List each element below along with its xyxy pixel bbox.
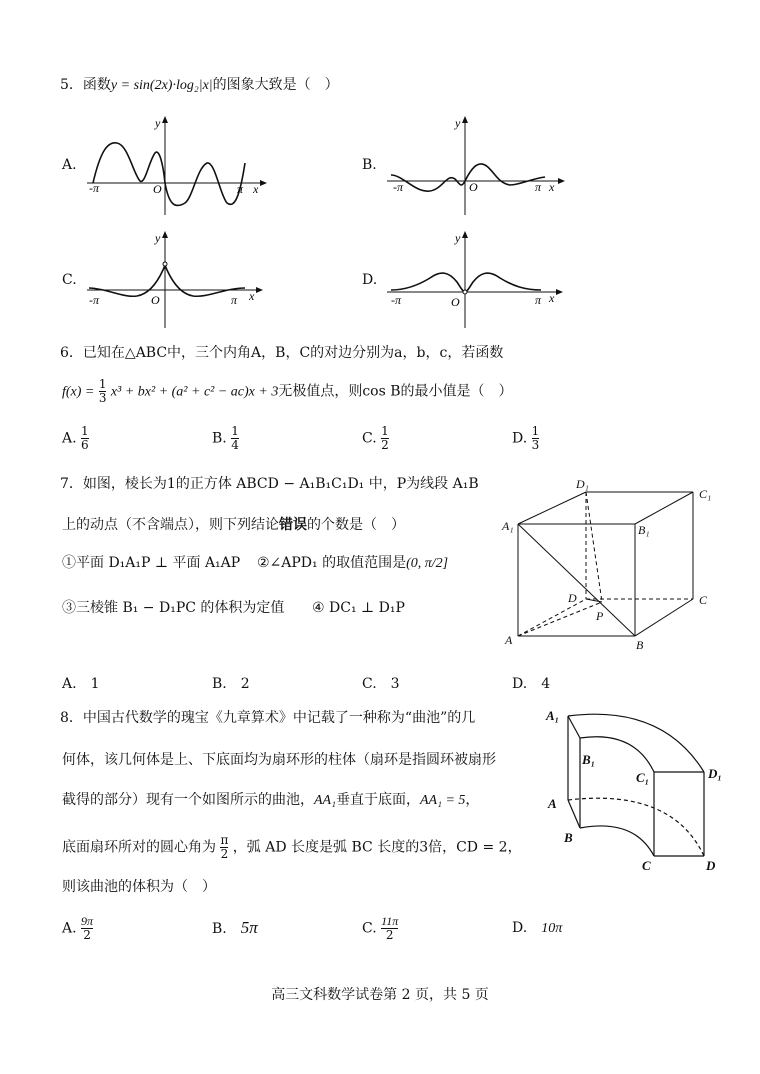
axis-label: x: [549, 291, 555, 305]
axis-label: x: [253, 182, 259, 196]
q7-option-c[interactable]: C. 3: [362, 676, 400, 692]
tick-label: -π: [393, 180, 404, 194]
vertex-label: C: [642, 858, 651, 872]
origin-label: O: [151, 293, 160, 307]
vertex-label: D: [568, 591, 577, 605]
tick-label: π: [237, 182, 244, 196]
axis-label: y: [455, 116, 461, 130]
axis-label: x: [249, 289, 255, 303]
q6-option-d[interactable]: D. $\frac{1}{3}$: [512, 424, 540, 452]
q8-stem-line3: 截得的部分）现有一个如图所示的曲池，AA₁垂直于底面，AA₁ = 5，: [62, 792, 480, 808]
tick-label: -π: [89, 293, 100, 307]
vertex-label: P: [596, 609, 604, 623]
q5-stem: 5．函数y = sin(2x)·log₂|x|的图象大致是（ ）: [60, 77, 339, 93]
vertex-label: A₁: [546, 708, 560, 723]
q6-option-a[interactable]: A. $\frac{1}{6}$: [62, 424, 89, 452]
q5-graph-d[interactable]: [385, 228, 570, 333]
tick-label: -π: [391, 293, 402, 307]
axis-label: x: [549, 180, 555, 194]
q5-graph-a[interactable]: [85, 113, 270, 218]
vertex-label: A₁: [502, 519, 514, 533]
tick-label: π: [535, 180, 542, 194]
page-footer: 高三文科数学试卷第 2 页，共 5 页: [271, 987, 489, 1003]
vertex-label: B: [636, 638, 644, 652]
q7-option-b[interactable]: B. 2: [212, 676, 250, 692]
vertex-label: A: [505, 633, 513, 647]
q7-statement-3: ③三棱锥 B₁ − D₁PC 的体积为定值: [62, 600, 285, 616]
q5-option-c-label[interactable]: C.: [62, 272, 77, 288]
q6-option-c[interactable]: C. $\frac{1}{2}$: [362, 424, 389, 452]
vertex-label: C₁: [699, 487, 712, 501]
q8-option-b[interactable]: B. 5π: [212, 918, 258, 937]
q7-stem-line1: 7．如图，棱长为1的正方体 ABCD − A₁B₁C₁D₁ 中，P为线段 A₁B: [60, 476, 479, 492]
q7-statement-4: ④ DC₁ ⊥ D₁P: [312, 600, 405, 616]
origin-label: O: [469, 180, 478, 194]
q8-stem-line5: 则该曲池的体积为（ ）: [62, 879, 216, 895]
origin-label: O: [153, 182, 162, 196]
tick-label: π: [535, 293, 542, 307]
origin-label: O: [451, 295, 460, 309]
vertex-label: B₁: [638, 523, 650, 537]
q5-option-d-label[interactable]: D.: [362, 272, 378, 288]
tick-label: -π: [89, 181, 100, 195]
vertex-label: C₁: [636, 770, 650, 785]
q8-stem-line2: 何体，该几何体是上、下底面均为扇环形的柱体（扇环是指圆环被扇形: [62, 752, 496, 768]
q7-statement-2: ②∠APD₁ 的取值范围是(0, π/2]: [257, 555, 449, 571]
q8-option-c[interactable]: C. $\frac{11\pi}{2}$: [362, 914, 399, 942]
q8-option-d[interactable]: D. 10π: [512, 920, 563, 936]
q7-option-a[interactable]: A. 1: [62, 676, 100, 692]
q7-stem-line2: 上的动点（不含端点），则下列结论错误的个数是（ ）: [62, 517, 405, 533]
q7-option-d[interactable]: D. 4: [512, 676, 551, 692]
q8-stem-line1: 8．中国古代数学的瑰宝《九章算术》中记载了一种称为“曲池”的几: [60, 710, 476, 726]
q7-statement-1: ①平面 D₁A₁P ⊥ 平面 A₁AP: [62, 555, 241, 571]
q5-graph-b[interactable]: [385, 113, 570, 218]
vertex-label: D₁: [708, 766, 722, 781]
fraction: $\frac{1}{3}$: [98, 377, 107, 405]
vertex-label: C: [699, 593, 708, 607]
vertex-label: D: [706, 858, 716, 872]
axis-label: y: [455, 231, 461, 245]
vertex-label: D₁: [576, 477, 589, 491]
q5-option-b-label[interactable]: B.: [362, 157, 377, 173]
q8-stem-line4: 底面扇环所对的圆心角为 $\frac{\pi}{2}$ ，弧 AD 长度是弧 BC 长度的3倍，CD = 2，: [62, 833, 522, 861]
q5-graph-c[interactable]: [85, 228, 270, 333]
q8-option-a[interactable]: A. $\frac{9\pi}{2}$: [62, 914, 94, 942]
q6-stem-line1: 6．已知在△ABC中，三个内角A，B，C的对边分别为a，b，c，若函数: [60, 345, 504, 361]
q6-option-b[interactable]: B. $\frac{1}{4}$: [212, 424, 239, 452]
q7-cube-figure: [498, 474, 720, 656]
axis-label: y: [155, 116, 161, 130]
vertex-label: A: [548, 796, 557, 811]
vertex-label: B₁: [582, 752, 596, 767]
tick-label: π: [231, 293, 238, 307]
q8-curved-pool-figure: [542, 700, 732, 872]
axis-label: y: [155, 231, 161, 245]
q6-stem-line2: f(x) = $\frac{1}{3}$ x³ + bx² + (a² + c² − ac)x + 3无极值点，则cos B的最小值是（ ）: [62, 377, 513, 405]
q5-option-a-label[interactable]: A.: [62, 157, 77, 173]
vertex-label: B: [564, 830, 573, 845]
